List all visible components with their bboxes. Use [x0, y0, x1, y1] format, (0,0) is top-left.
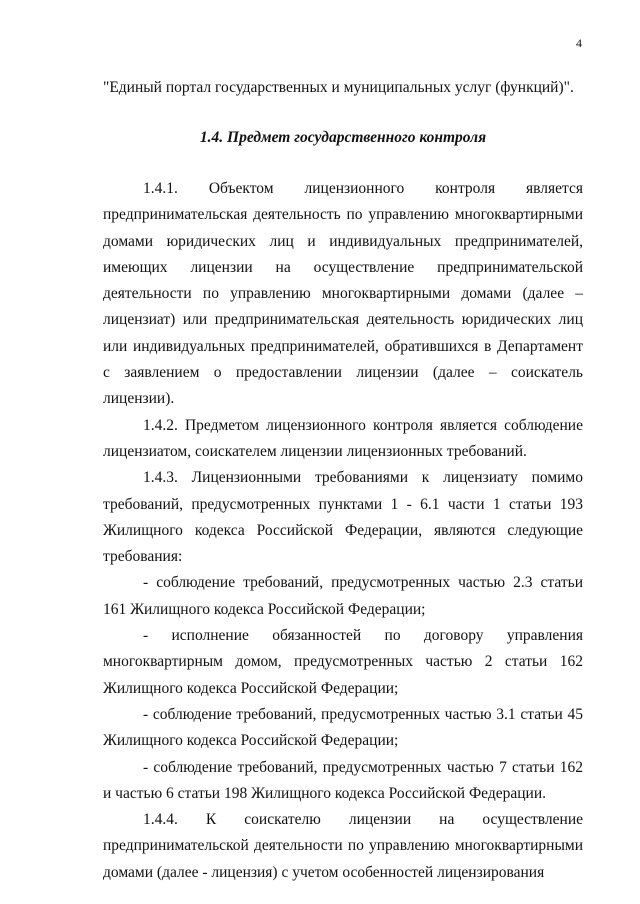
page-number: 4	[576, 36, 582, 50]
requirement-item-4: - соблюдение требований, предусмотренных частью 7 статьи 162 и частью 6 статьи 198 Жилищного кодекса Российской Федерации.	[103, 758, 583, 802]
body-text	[103, 176, 583, 886]
paragraph-1-4-3: 1.4.3. Лицензионными требованиями к лицензиату помимо требований, предусмотренных пунктами 1 - 6.1 части 1 статьи 193 Жилищного кодекса Российской Федерации, являются следующие требования:	[103, 469, 583, 566]
requirement-item-3: - соблюдение требований, предусмотренных частью 3.1 статьи 45 Жилищного кодекса Российской Федерации;	[103, 705, 583, 750]
paragraph-1-4-1: 1.4.1. Объектом лицензионного контроля является предпринимательская деятельность по управлению многоквартирными домами юридических лиц и индивидуальных предпринимателей, имеющих лицензии на осуществление предпринимательской деятельности по управлению многоквартирными домами (далее – лицензиат) или предпринимательская деятельность юридических лиц или индивидуальных предпринимателей, обратившихся в Департамент с заявлением о предоставлении лицензии (далее – соискатель лицензии).	[103, 180, 583, 408]
requirement-item-1: - соблюдение требований, предусмотренных частью 2.3 статьи 161 Жилищного кодекса Российской Федерации;	[103, 574, 583, 618]
section-heading: 1.4. Предмет государственного контроля	[199, 129, 487, 146]
intro-line: "Единый портал государственных и муниципальных услуг (функций)".	[103, 79, 574, 96]
paragraph-1-4-4: 1.4.4. К соискателю лицензии на осуществление предпринимательской деятельности по управлению многоквартирными домами (далее - лицензия) с учетом особенностей лицензирования	[103, 811, 583, 881]
paragraph-1-4-2: 1.4.2. Предметом лицензионного контроля является соблюдение лицензиатом, соискателем лицензии лицензионных требований.	[103, 416, 583, 460]
requirement-item-2: - исполнение обязанностей по договору управления многоквартирным домом, предусмотренных частью 2 статьи 162 Жилищного кодекса Российской Федерации;	[103, 627, 583, 697]
